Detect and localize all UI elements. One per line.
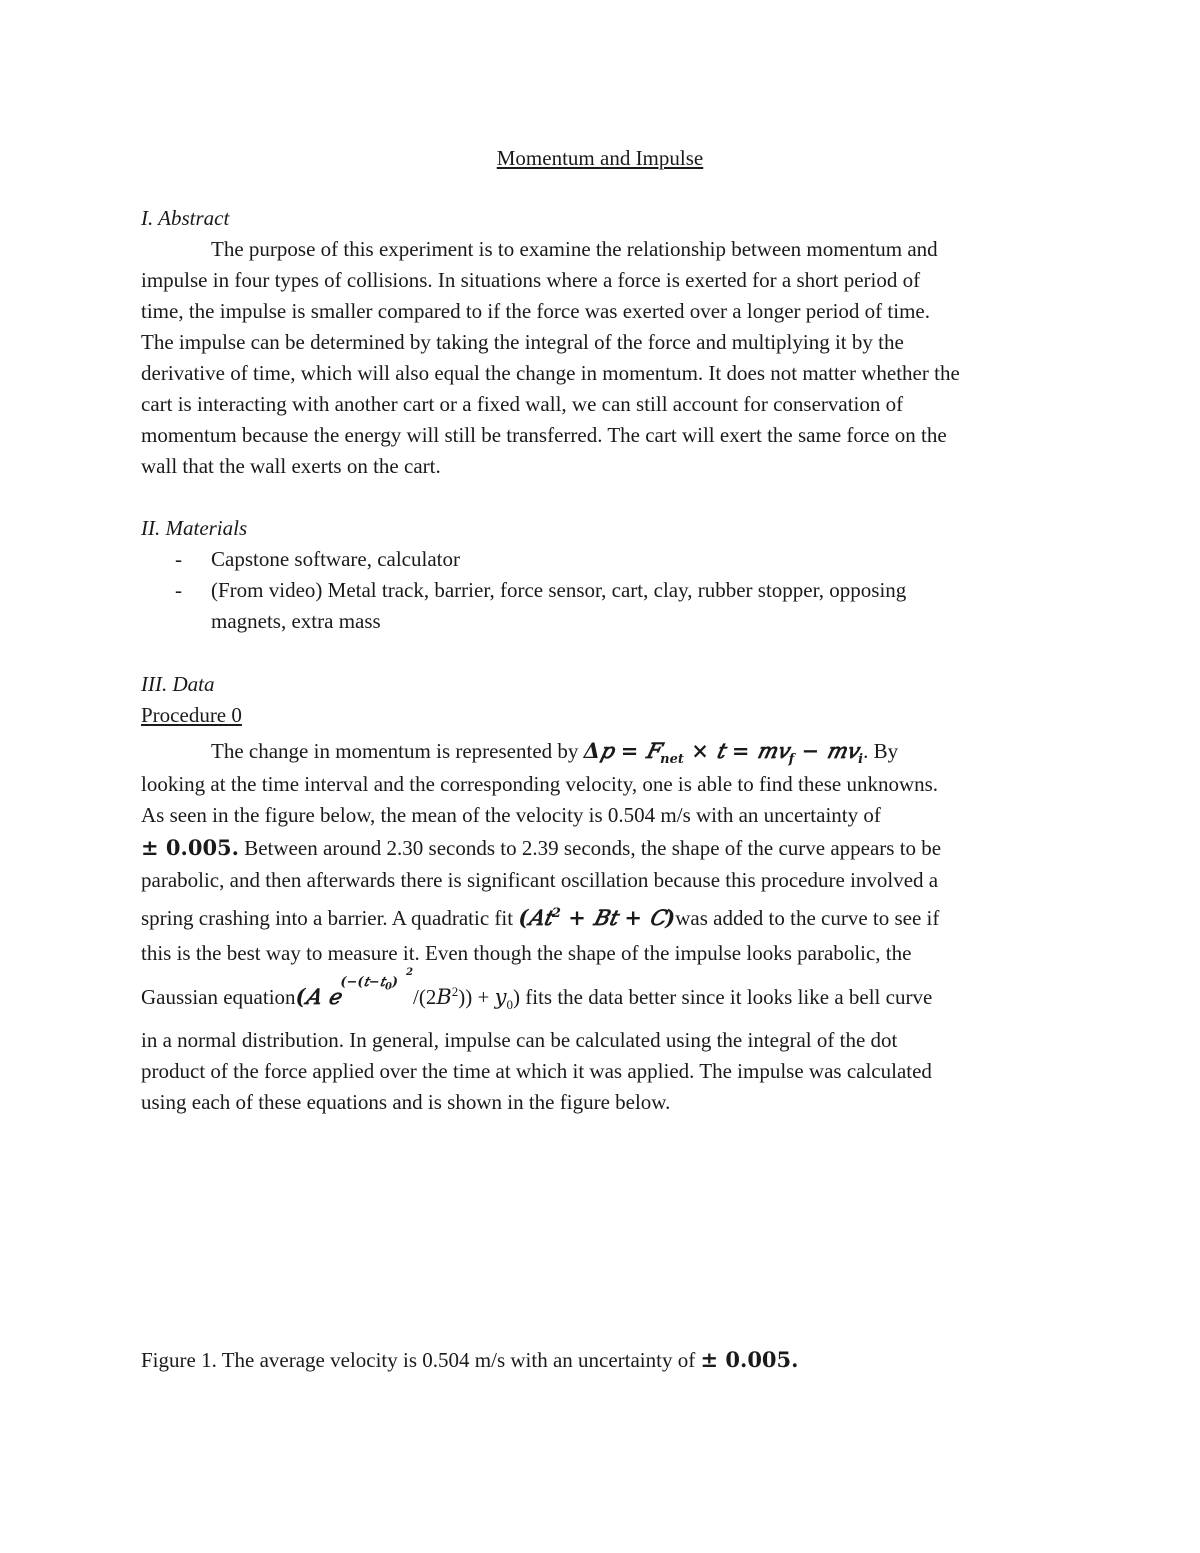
eq-sub: f [788,752,795,768]
abstract-line: time, the impulse is smaller compared to if the force was exerted over a longer period of time. [141,299,930,323]
caption-equation: ± 0.005. [700,1347,799,1372]
data-text: fits the data better since it looks like a bell curve [520,985,933,1009]
eq-part: × 𝑡 = 𝑚𝑣 [683,738,789,763]
eq-part: ) [513,985,520,1009]
eq-sup [340,966,414,993]
data-text: . By [863,739,899,763]
title-text: Momentum and Impulse [496,146,704,170]
materials-item [141,544,1081,575]
eq-part: (𝐴 𝑒 [295,984,341,1009]
momentum-equation [583,738,864,768]
eq-part: (−(𝑡−𝑡 [340,975,385,990]
data-line: product of the force applied over the time at which it was applied. The impulse was calculated [141,1059,932,1083]
eq-sub: net [660,752,684,768]
abstract-line: derivative of time, which will also equal the change in momentum. It does not matter whether the [141,361,960,385]
materials-item-line: (From video) Metal track, barrier, force sensor, cart, clay, rubber stopper, opposing [211,578,907,602]
eq-part: ) [391,975,399,990]
figure-caption [141,1344,1081,1376]
data-text: Between around 2.30 seconds to 2.39 seconds, the shape of the curve appears to be [238,836,942,860]
materials-item-line: Capstone software, calculator [211,547,460,571]
eq-part: Δ𝑝 = 𝐹 [583,738,661,763]
data-heading: III. Data [141,672,215,696]
eq-part: /(2𝐵 [413,985,452,1009]
gaussian-equation [295,966,414,1009]
eq-part: (𝐴𝑡 [518,905,552,930]
materials-section [141,513,1081,637]
materials-heading: II. Materials [141,516,248,540]
abstract-body [141,234,1081,482]
caption-text: Figure 1. The average velocity is 0.504 m/s with an uncertainty of [141,1348,701,1372]
data-line [141,966,1081,1025]
uncertainty-equation: ± 0.005. [141,835,239,860]
eq-part: )) + 𝑦 [458,985,507,1009]
abstract-line: momentum because the energy will still be transferred. The cart will exert the same force on the [141,423,947,447]
quadratic-equation [518,905,675,930]
list-dash: - [175,547,182,571]
data-line-1 [141,733,1081,769]
data-text: was added to the curve to see if [675,906,940,930]
abstract-line: The impulse can be determined by taking the integral of the force and multiplying it by the [141,330,904,354]
eq-part: − 𝑚𝑣 [794,738,859,763]
data-line: looking at the time interval and the corresponding velocity, one is able to find these unknowns. [141,772,939,796]
list-dash: - [175,578,182,602]
abstract-line: The purpose of this experiment is to examine the relationship between momentum and [211,237,938,261]
data-text: spring crashing into a barrier. A quadratic fit [141,906,519,930]
data-line: As seen in the figure below, the mean of the velocity is 0.504 m/s with an uncertainty of [141,803,881,827]
eq-sup: 2 [406,966,414,978]
data-text: The change in momentum is represented by [211,739,584,763]
abstract-line: impulse in four types of collisions. In situations where a force is exerted for a short period of [141,268,921,292]
eq-sup: 2 [451,984,459,999]
materials-item-line: magnets, extra mass [211,609,381,633]
data-text: Gaussian equation [141,985,296,1009]
data-line [141,898,1081,938]
procedure-heading: Procedure 0 [141,703,242,727]
data-line: parabolic, and then afterwards there is significant oscillation because this procedure involved a [141,868,939,892]
data-line: this is the best way to measure it. Even though the shape of the impulse looks parabolic, the [141,941,912,965]
eq-sub: i [858,752,864,768]
data-line [141,831,1081,865]
eq-sup: 2 [551,906,561,921]
data-section [141,669,1081,1118]
data-line: using each of these equations and is shown in the figure below. [141,1090,671,1114]
data-line: in a normal distribution. In general, impulse can be calculated using the integral of the dot [141,1028,898,1052]
eq-sub: 0 [384,981,392,993]
figure-caption-line [141,1344,1081,1376]
eq-part: + 𝐵𝑡 + 𝐶) [560,905,676,930]
abstract-line: wall that the wall exerts on the cart. [141,454,441,478]
document-title [0,143,1200,173]
abstract-heading: I. Abstract [141,206,230,230]
abstract-line: cart is interacting with another cart or a fixed wall, we can still account for conservation of [141,392,904,416]
abstract-section [141,203,1081,482]
materials-item [141,575,1081,637]
eq-sub: 0 [506,997,513,1013]
